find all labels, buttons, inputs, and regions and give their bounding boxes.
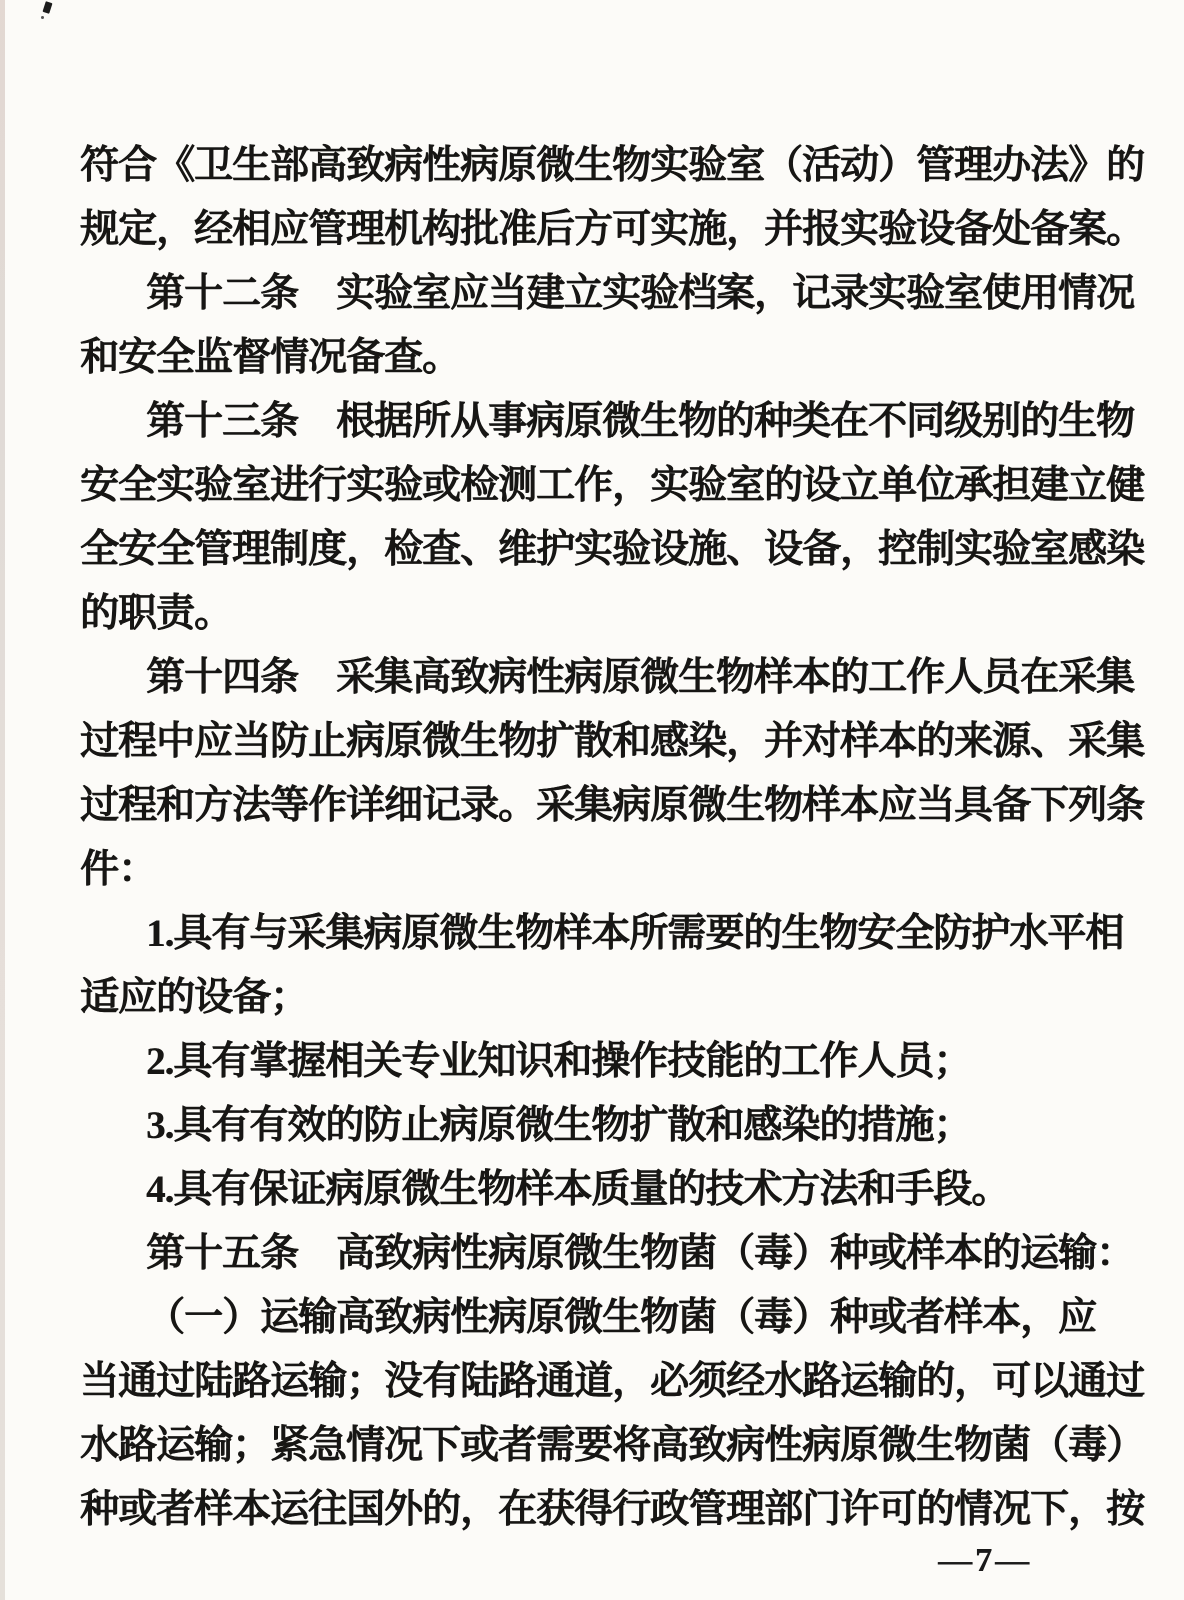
text-line: 过程中应当防止病原微生物扩散和感染，并对样本的来源、采集 xyxy=(80,720,1145,763)
text-line: 件： xyxy=(80,848,157,891)
text-line: 第十二条 实验室应当建立实验档案，记录实验室使用情况 xyxy=(146,272,1135,315)
text-line: 过程和方法等作详细记录。采集病原微生物样本应当具备下列条 xyxy=(80,784,1145,827)
page-number: —7— xyxy=(938,1542,1032,1579)
ink-speck xyxy=(42,1,52,14)
text-line: 3.具有有效的防止病原微生物扩散和感染的措施； xyxy=(146,1104,972,1147)
text-line: 第十三条 根据所从事病原微生物的种类在不同级别的生物 xyxy=(146,400,1135,443)
text-line: 和安全监督情况备查。 xyxy=(80,336,461,379)
text-line: 符合《卫生部高致病性病原微生物实验室（活动）管理办法》的 xyxy=(80,144,1145,187)
text-line: 规定，经相应管理机构批准后方可实施，并报实验设备处备案。 xyxy=(80,208,1145,251)
text-line: 2.具有掌握相关专业知识和操作技能的工作人员； xyxy=(146,1040,972,1083)
scan-edge xyxy=(0,0,5,1600)
text-line: 适应的设备； xyxy=(80,976,309,1019)
text-line: 1.具有与采集病原微生物样本所需要的生物安全防护水平相 xyxy=(146,912,1124,955)
document-body xyxy=(80,134,1145,1542)
text-line: 第十五条 高致病性病原微生物菌（毒）种或样本的运输： xyxy=(146,1232,1135,1275)
text-line: 全安全管理制度，检查、维护实验设施、设备，控制实验室感染 xyxy=(80,528,1145,571)
ink-speck xyxy=(41,16,44,19)
text-line: 4.具有保证病原微生物样本质量的技术方法和手段。 xyxy=(146,1168,1010,1211)
text-line: 种或者样本运往国外的，在获得行政管理部门许可的情况下，按 xyxy=(80,1488,1145,1531)
text-line: 的职责。 xyxy=(80,592,233,635)
text-line: 安全实验室进行实验或检测工作，实验室的设立单位承担建立健 xyxy=(80,464,1145,507)
text-line: 水路运输；紧急情况下或者需要将高致病性病原微生物菌（毒） xyxy=(80,1424,1145,1467)
text-line: 当通过陆路运输；没有陆路通道，必须经水路运输的，可以通过 xyxy=(80,1360,1145,1403)
text-line: 第十四条 采集高致病性病原微生物样本的工作人员在采集 xyxy=(146,656,1135,699)
text-line: （一）运输高致病性病原微生物菌（毒）种或者样本，应 xyxy=(146,1296,1097,1339)
